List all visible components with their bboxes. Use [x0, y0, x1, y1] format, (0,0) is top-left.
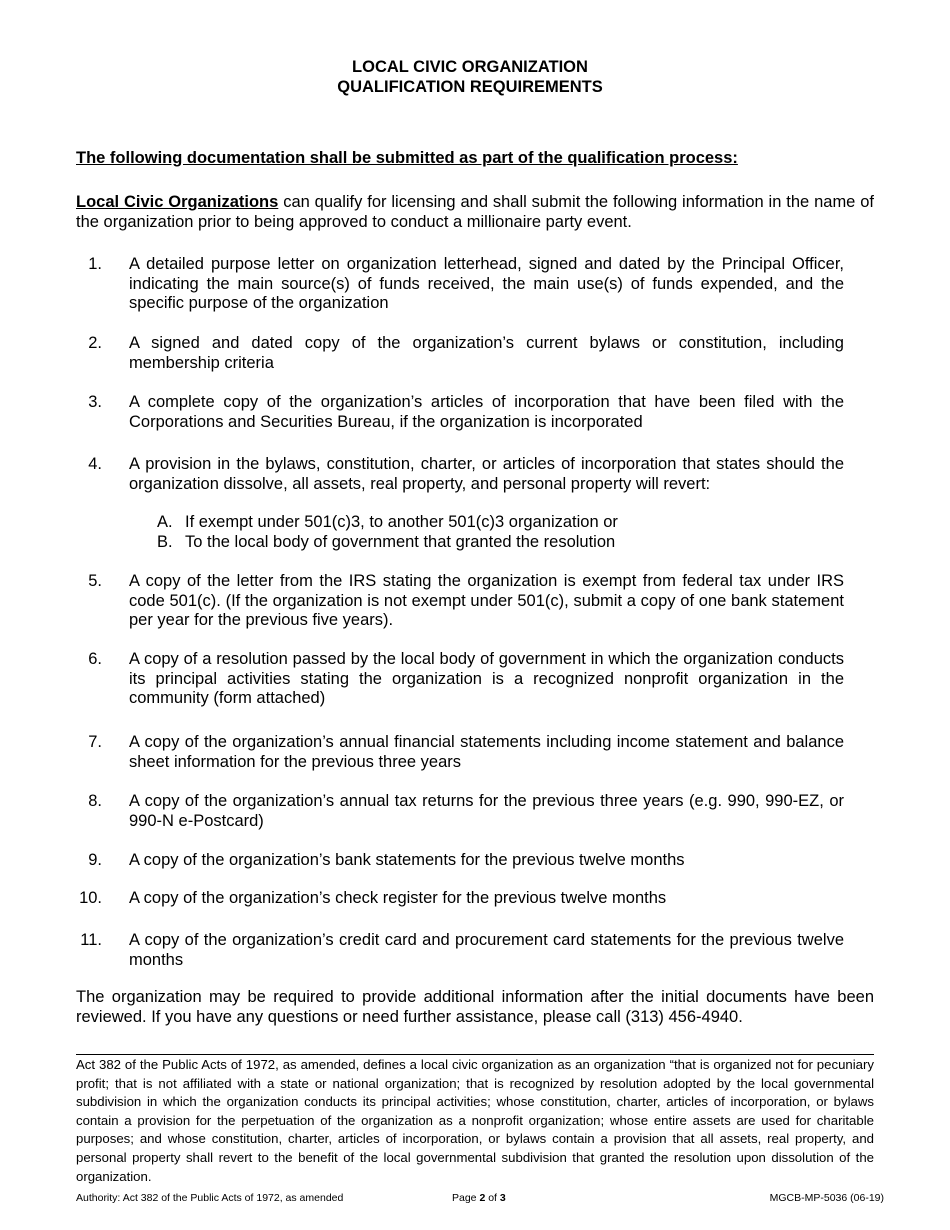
item-number: 9. — [88, 851, 102, 869]
item-text: A copy of the organization’s annual financial statements including income statement and balance sheet information for the previous three years — [129, 733, 844, 771]
item-text: A detailed purpose letter on organization letterhead, signed and dated by the Principal Officer, indicating the main source(s) of funds received, the main use(s) of funds expended, and the specific purpose of the organization — [129, 255, 844, 312]
item-text: A complete copy of the organization’s articles of incorporation that have been filed with the Corporations and Securities Bureau, if the organization is incorporated — [129, 393, 844, 431]
item-text: A copy of the letter from the IRS stating the organization is exempt from federal tax under IRS code 501(c). (If the organization is not exempt under 501(c), submit a copy of one bank statement per year for the previous five years). — [129, 572, 844, 629]
item-text: A copy of the organization’s credit card and procurement card statements for the previous twelve months — [129, 931, 844, 969]
item-number: 1. — [88, 255, 102, 273]
subitem-letter: A. — [157, 513, 173, 531]
item-number: 2. — [88, 334, 102, 352]
title-line-1: LOCAL CIVIC ORGANIZATION — [352, 58, 588, 76]
total-pages: 3 — [499, 1192, 506, 1204]
item-text: A provision in the bylaws, constitution, charter, or articles of incorporation that states should the organization dissolve, all assets, real property, and personal property will revert: — [129, 455, 844, 493]
item-number: 6. — [88, 650, 102, 668]
intro-lead: Local Civic Organizations — [76, 193, 279, 211]
subitem-text: To the local body of government that granted the resolution — [185, 532, 616, 551]
item-number: 3. — [88, 393, 102, 411]
document-title — [0, 58, 940, 97]
title-line-2: QUALIFICATION REQUIREMENTS — [337, 77, 603, 96]
item-number: 10. — [79, 889, 102, 907]
item-number: 7. — [88, 733, 102, 751]
subitem-text: If exempt under 501(c)3, to another 501(c)3 organization or — [185, 513, 618, 531]
item-number: 5. — [88, 572, 102, 590]
intro-paragraph — [76, 193, 874, 232]
page-number — [452, 1191, 506, 1205]
item-text: A copy of the organization’s annual tax returns for the previous three years (e.g. 990, 990-EZ, or 990-N e-Postcard) — [129, 792, 844, 830]
page-word: Page — [452, 1192, 480, 1204]
footnote-divider — [76, 1054, 874, 1055]
item-number: 8. — [88, 792, 102, 810]
intro-text: can qualify for licensing and shall submit the following information in the name of the organization prior to being approved to conduct a millionaire party event. — [76, 193, 875, 231]
form-code: MGCB-MP-5036 (06-19) — [769, 1192, 884, 1204]
item-number: 4. — [88, 455, 102, 473]
closing-paragraph: The organization may be required to provide additional information after the initial documents have been reviewed. If you have any questions or need further assistance, please call (313) 456-4940. — [76, 988, 874, 1026]
item-text: A copy of a resolution passed by the local body of government in which the organization conducts its principal activities stating the organization is a recognized nonprofit organization in the community (form attached) — [129, 650, 844, 707]
item-number: 11. — [80, 931, 102, 949]
item-text: A signed and dated copy of the organization’s current bylaws or constitution, including membership criteria — [129, 334, 844, 372]
item-text: A copy of the organization’s check register for the previous twelve months — [129, 889, 667, 907]
authority-citation: Authority: Act 382 of the Public Acts of 1972, as amended — [76, 1192, 344, 1204]
page-of: of — [485, 1192, 500, 1204]
section-heading: The following documentation shall be submitted as part of the qualification process: — [76, 149, 738, 167]
item-text: A copy of the organization’s bank statements for the previous twelve months — [129, 851, 685, 869]
statutory-footnote: Act 382 of the Public Acts of 1972, as amended, defines a local civic organization as an organization “that is organized not for pecuniary profit; that is not affiliated with a state or national organization; that is recognized by resolution adopted by the local governmental subdivision in which the organization conducts its principal activities; whose constitution, charter, articles of incorporation, or bylaws contain a provision for the perpetuation of the organization as a nonprofit organization; whose entire assets are used for charitable purposes; and whose constitution, charter, articles of incorporation, or bylaws contain a provision that all assets, real property, and personal property shall revert to the benefit of the local governmental subdivision that granted the resolution upon dissolution of the organization. — [76, 1057, 874, 1184]
current-page: 2 — [479, 1192, 486, 1204]
subitem-letter: B. — [157, 532, 173, 551]
